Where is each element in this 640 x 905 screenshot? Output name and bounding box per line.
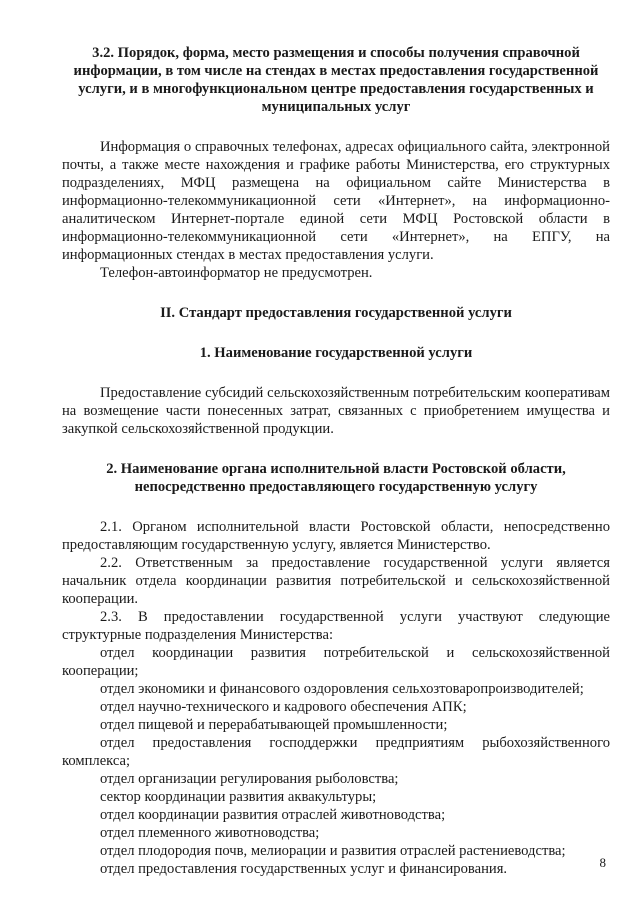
paragraph-2-1: 2.1. Органом исполнительной власти Ростовской области, непосредственно предоставляющим государственную услугу, является Министерство. <box>62 519 610 553</box>
department-item: отдел научно-технического и кадрового обеспечения АПК; <box>100 699 467 715</box>
department-item: отдел предоставления государственных услуг и финансирования. <box>100 861 508 877</box>
section-3-2-paragraph-1: Информация о справочных телефонах, адресах официального сайта, электронной почты, а также месте нахождения и графике работы Министерства, его структурных подразделениях, МФЦ размещена на официальном сайте Министерства в информационно-телекоммуникационной сети «Интернет», на информационно-аналитическом Интернет-портале единой сети МФЦ Ростовской области в информационно-телекоммуникационной сети «Интернет», на ЕПГУ, на информационных стендах в местах предоставления услуги. <box>62 139 610 263</box>
section-2-heading: 2. Наименование органа исполнительной власти Ростовской области, непосредственно предоставляющего государственную услугу <box>106 461 566 495</box>
spacer <box>62 496 610 518</box>
section-3-2-paragraph-2: Телефон-автоинформатор не предусмотрен. <box>100 265 373 281</box>
departments-list <box>62 644 610 878</box>
section-3-2-heading: 3.2. Порядок, форма, место размещения и способы получения справочной информации, в том числе на стендах в местах предоставления государственной услуги, и в многофункциональном центре предоставления государственных и муниципальных услуг <box>73 45 599 115</box>
department-item: отдел координации развития отраслей животноводства; <box>100 807 446 823</box>
department-item: отдел координации развития потребительской и сельскохозяйственной кооперации; <box>62 645 610 679</box>
department-item: отдел пищевой и перерабатывающей промышленности; <box>100 717 448 733</box>
paragraph-2-3: 2.3. В предоставлении государственной услуги участвуют следующие структурные подразделения Министерства: <box>62 609 610 643</box>
department-item: отдел племенного животноводства; <box>100 825 320 841</box>
spacer <box>62 116 610 138</box>
section-1-heading: 1. Наименование государственной услуги <box>199 345 473 361</box>
paragraph-2-2: 2.2. Ответственным за предоставление государственной услуги является начальник отдела координации развития потребительской и сельскохозяйственной кооперации. <box>62 555 610 607</box>
spacer <box>62 362 610 384</box>
section-II-heading: II. Стандарт предоставления государственной услуги <box>160 305 512 321</box>
page-number: 8 <box>599 855 606 870</box>
spacer <box>62 438 610 460</box>
document-page <box>62 44 610 878</box>
spacer <box>62 322 610 344</box>
spacer <box>62 282 610 304</box>
department-item: отдел предоставления господдержки предприятиям рыбохозяйственного комплекса; <box>62 735 610 769</box>
department-item: сектор координации развития аквакультуры; <box>100 789 377 805</box>
department-item: отдел организации регулирования рыболовства; <box>100 771 399 787</box>
department-item: отдел плодородия почв, мелиорации и развития отраслей растениеводства; <box>100 843 566 859</box>
department-item: отдел экономики и финансового оздоровления сельхозтоваропроизводителей; <box>100 681 584 697</box>
section-1-paragraph: Предоставление субсидий сельскохозяйственным потребительским кооперативам на возмещение части понесенных затрат, связанных с приобретением имущества и закупкой сельскохозяйственной продукции. <box>62 385 610 437</box>
